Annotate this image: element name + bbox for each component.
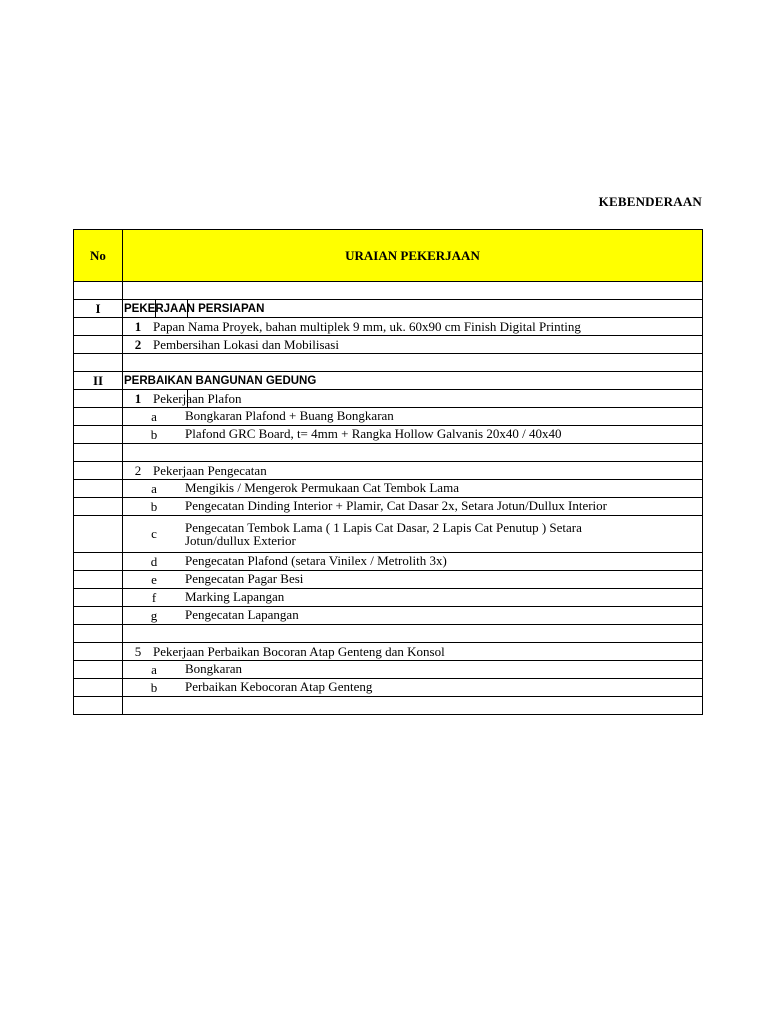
item-text: Papan Nama Proyek, bahan multiplek 9 mm, uk. 60x90 cm Finish Digital Printing (153, 318, 581, 334)
sub-letter: e (151, 572, 157, 587)
sub-text: Perbaikan Kebocoran Atap Genteng (185, 678, 373, 694)
sub-letter: g (150, 608, 158, 623)
table-row (74, 462, 703, 480)
table-row (74, 661, 703, 679)
sub-text: Mengikis / Mengerok Permukaan Cat Tembok Lama (185, 479, 459, 495)
header-description: URAIAN PEKERJAAN (123, 230, 703, 282)
sub-letter: c (151, 526, 157, 541)
table-row (74, 408, 703, 426)
section-number: I (74, 300, 123, 318)
item-number: 1 (134, 318, 142, 334)
table-row (74, 571, 703, 589)
section-number: II (74, 372, 123, 390)
sub-text: Pengecatan Plafond (setara Vinilex / Metrolith 3x) (185, 552, 447, 568)
section-title: PERBAIKAN BANGUNAN GEDUNG (124, 375, 317, 387)
group-text: Pekerjaan Pengecatan (153, 462, 267, 478)
sub-text: Pengecatan Dinding Interior + Plamir, Cat Dasar 2x, Setara Jotun/Dullux Interior (185, 497, 607, 513)
table-header-row (74, 230, 703, 282)
blank-row (74, 354, 703, 372)
group-text: Pekerjaan Perbaikan Bocoran Atap Genteng dan Konsol (153, 643, 445, 659)
table-row (74, 679, 703, 697)
blank-row (74, 444, 703, 462)
table-row (74, 589, 703, 607)
section-title-cell (123, 300, 703, 318)
table-row (74, 553, 703, 571)
sub-text: Plafond GRC Board, t= 4mm + Rangka Hollow Galvanis 20x40 / 40x40 (185, 425, 562, 441)
table-row (74, 498, 703, 516)
blank-row (74, 697, 703, 715)
sub-letter: a (151, 409, 157, 424)
sub-letter: d (150, 554, 158, 569)
group-number: 5 (134, 643, 142, 659)
cell-divider (187, 390, 188, 407)
blank-row (74, 282, 703, 300)
group-text: Pekerjaan Plafon (153, 390, 242, 406)
table-row (74, 390, 703, 408)
section-row (74, 300, 703, 318)
item-number: 2 (134, 336, 142, 352)
table-row (74, 480, 703, 498)
table-row (74, 516, 703, 553)
header-no: No (74, 230, 123, 282)
cell-divider (155, 300, 156, 317)
table-row (74, 336, 703, 354)
sub-text: Marking Lapangan (185, 588, 285, 604)
sub-letter: f (151, 590, 157, 605)
table-row (74, 643, 703, 661)
sub-letter: a (151, 662, 157, 677)
group-number: 2 (134, 462, 142, 478)
sub-letter: b (150, 499, 158, 514)
table-row (74, 318, 703, 336)
cell-divider (187, 300, 188, 317)
sub-letter: b (150, 427, 158, 442)
work-items-table (73, 229, 703, 715)
section-title: PEKERJAAN PERSIAPAN (124, 303, 265, 315)
sub-letter: b (150, 680, 158, 695)
blank-row (74, 625, 703, 643)
sub-text: Bongkaran (185, 660, 243, 676)
sub-text: Pengecatan Lapangan (185, 606, 299, 622)
sub-letter: a (151, 481, 157, 496)
sub-text: Bongkaran Plafond + Buang Bongkaran (185, 407, 394, 423)
table-row (74, 426, 703, 444)
item-text: Pembersihan Lokasi dan Mobilisasi (153, 336, 339, 352)
sub-text: Pengecatan Tembok Lama ( 1 Lapis Cat Dasar, 2 Lapis Cat Penutup ) Setara Jotun/dullux Exterior (185, 520, 582, 548)
group-number: 1 (134, 390, 142, 406)
table-row (74, 607, 703, 625)
section-row (74, 372, 703, 390)
document-title: KEBENDERAAN (598, 194, 702, 209)
sub-text: Pengecatan Pagar Besi (185, 570, 304, 586)
